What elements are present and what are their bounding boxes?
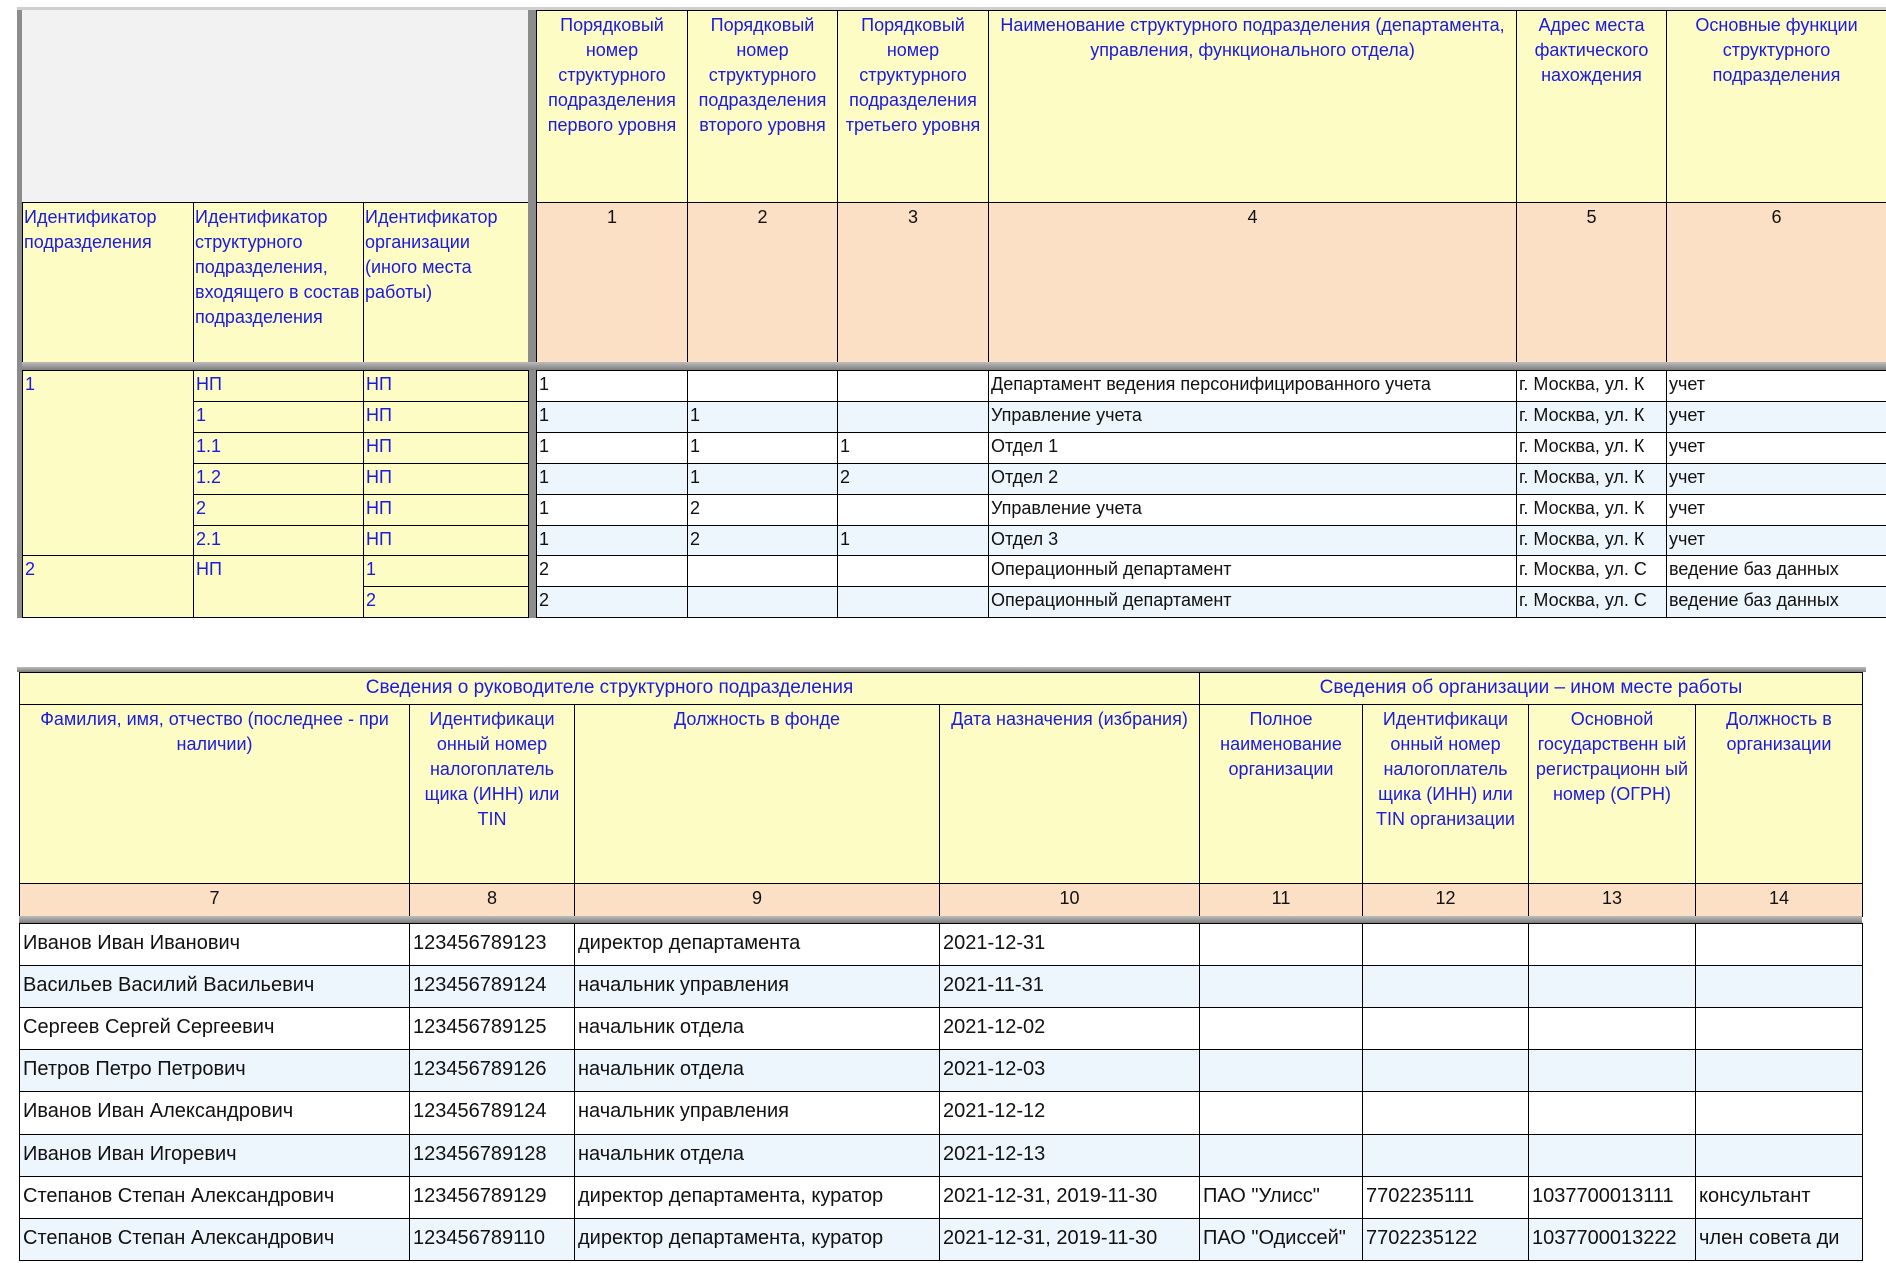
data-cell-col4[interactable]: Отдел 2 [988, 463, 1517, 495]
struct-id-cell[interactable]: 1.2 [193, 463, 364, 495]
data-cell-col7[interactable]: Иванов Иван Иванович [19, 923, 410, 966]
data-cell-col5[interactable]: г. Москва, ул. К [1516, 432, 1667, 464]
column-header-1: Порядковый номер структурного подразделения первого уровня [536, 10, 688, 203]
data-cell-col2[interactable]: 2 [687, 494, 838, 526]
struct-id-cell[interactable]: 1 [193, 401, 364, 433]
data-cell-col4[interactable]: Управление учета [988, 401, 1517, 433]
data-cell-col7[interactable]: Петров Петро Петрович [19, 1049, 410, 1092]
column-number-6: 6 [1666, 202, 1886, 363]
data-cell-col1[interactable]: 2 [536, 586, 688, 618]
column-header-2: Порядковый номер структурного подразделения второго уровня [687, 10, 838, 203]
data-cell-col7[interactable]: Иванов Иван Игоревич [19, 1134, 410, 1177]
data-cell-col13[interactable]: 1037700013111 [1528, 1176, 1696, 1219]
data-cell-col10[interactable]: 2021-12-03 [939, 1049, 1200, 1092]
data-cell-col5[interactable]: г. Москва, ул. С [1516, 586, 1667, 618]
data-cell-col10[interactable]: 2021-11-31 [939, 965, 1200, 1008]
data-cell-col9[interactable]: директор департамента, куратор [574, 1176, 940, 1219]
data-cell-col10[interactable]: 2021-12-02 [939, 1007, 1200, 1050]
data-cell-col3[interactable]: 1 [837, 525, 989, 556]
data-cell-col10[interactable]: 2021-12-13 [939, 1134, 1200, 1177]
data-cell-col8[interactable]: 123456789125 [409, 1007, 575, 1050]
left-header-3: Идентификатор организации (иного места работы) [363, 202, 529, 363]
data-cell-col8[interactable]: 123456789110 [409, 1218, 575, 1261]
data-cell-col8[interactable]: 123456789128 [409, 1134, 575, 1177]
left-header-1: Идентификатор подразделения [22, 202, 194, 363]
data-cell-col9[interactable]: начальник отдела [574, 1049, 940, 1092]
data-cell-col2[interactable] [687, 555, 838, 587]
data-cell-col9[interactable]: директор департамента [574, 923, 940, 966]
data-cell-col12[interactable] [1362, 965, 1529, 1008]
data-cell-col3[interactable]: 1 [837, 432, 989, 464]
data-cell-col9[interactable]: начальник отдела [574, 1007, 940, 1050]
column-number-10: 10 [939, 883, 1200, 917]
column-header-4: Наименование структурного подразделения (департамента, управления, функционального отдела) [988, 10, 1517, 203]
data-cell-col4[interactable]: Отдел 1 [988, 432, 1517, 464]
data-cell-col10[interactable]: 2021-12-12 [939, 1091, 1200, 1135]
frozen-pane-horizontal-divider[interactable] [22, 362, 1886, 370]
data-cell-col6[interactable]: учет [1666, 525, 1886, 556]
data-cell-col7[interactable]: Васильев Василий Васильевич [19, 965, 410, 1008]
data-cell-col12[interactable] [1362, 923, 1529, 966]
org-id-cell[interactable]: НП [363, 463, 529, 495]
data-cell-col8[interactable]: 123456789124 [409, 965, 575, 1008]
struct-id-cell[interactable]: 2.1 [193, 525, 364, 556]
column-number-14: 14 [1695, 883, 1863, 917]
data-cell-col11[interactable] [1199, 1091, 1363, 1135]
data-cell-col9[interactable]: начальник отдела [574, 1134, 940, 1177]
data-cell-col9[interactable]: директор департамента, куратор [574, 1218, 940, 1261]
frozen-pane-vertical-divider[interactable] [528, 10, 536, 618]
data-cell-col1[interactable]: 1 [536, 432, 688, 464]
data-cell-col6[interactable]: ведение баз данных [1666, 555, 1886, 587]
data-cell-col2[interactable]: 1 [687, 432, 838, 464]
left-header-2: Идентификатор структурного подразделения, входящего в состав подразделения [193, 202, 364, 363]
data-cell-col12[interactable]: 7702235122 [1362, 1218, 1529, 1261]
data-cell-col13[interactable] [1528, 1134, 1696, 1177]
data-cell-col14[interactable]: консультант [1695, 1176, 1863, 1219]
data-cell-col12[interactable] [1362, 1007, 1529, 1050]
data-cell-col11[interactable] [1199, 923, 1363, 966]
data-cell-col10[interactable]: 2021-12-31, 2019-11-30 [939, 1218, 1200, 1261]
data-cell-col13[interactable] [1528, 1007, 1696, 1050]
data-cell-col4[interactable]: Отдел 3 [988, 525, 1517, 556]
column-number-2: 2 [687, 202, 838, 363]
column-header-6: Основные функции структурного подразделения [1666, 10, 1886, 203]
data-cell-col12[interactable]: 7702235111 [1362, 1176, 1529, 1219]
org-id-cell[interactable]: 2 [363, 586, 529, 618]
data-cell-col1[interactable]: 1 [536, 494, 688, 526]
column-header-13: Основной государственн ый регистрационн ый номер (ОГРН) [1528, 704, 1696, 884]
data-cell-col5[interactable]: г. Москва, ул. К [1516, 463, 1667, 495]
data-cell-col11[interactable] [1199, 1007, 1363, 1050]
column-header-5: Адрес места фактического нахождения [1516, 10, 1667, 203]
frozen-pane-horizontal-divider-lower[interactable] [19, 916, 1862, 923]
data-cell-col1[interactable]: 1 [536, 370, 688, 402]
column-number-4: 4 [988, 202, 1517, 363]
data-cell-col6[interactable]: учет [1666, 370, 1886, 402]
data-cell-col10[interactable]: 2021-12-31, 2019-11-30 [939, 1176, 1200, 1219]
data-cell-col9[interactable]: начальник управления [574, 965, 940, 1008]
struct-id-cell[interactable]: 2 [193, 494, 364, 526]
struct-id-cell[interactable]: 1.1 [193, 432, 364, 464]
data-cell-col5[interactable]: г. Москва, ул. С [1516, 555, 1667, 587]
data-cell-col3[interactable] [837, 586, 989, 618]
data-cell-col11[interactable]: ПАО "Одиссей" [1199, 1218, 1363, 1261]
org-id-cell[interactable]: НП [363, 401, 529, 433]
group-header-organization: Сведения об организации – ином месте работы [1199, 672, 1863, 705]
data-cell-col1[interactable]: 2 [536, 555, 688, 587]
data-cell-col4[interactable]: Департамент ведения персонифицированного учета [988, 370, 1517, 402]
column-header-12: Идентификаци онный номер налогоплатель щика (ИНН) или TIN организации [1362, 704, 1529, 884]
data-cell-col3[interactable] [837, 370, 989, 402]
data-cell-col14[interactable] [1695, 1007, 1863, 1050]
data-cell-col6[interactable]: учет [1666, 432, 1886, 464]
data-cell-col13[interactable] [1528, 1049, 1696, 1092]
group-header-manager: Сведения о руководителе структурного подразделения [19, 672, 1200, 705]
column-number-9: 9 [574, 883, 940, 917]
data-cell-col13[interactable] [1528, 965, 1696, 1008]
column-number-5: 5 [1516, 202, 1667, 363]
data-cell-col14[interactable] [1695, 1134, 1863, 1177]
data-cell-col14[interactable] [1695, 965, 1863, 1008]
column-header-8: Идентификаци онный номер налогоплатель щика (ИНН) или TIN [409, 704, 575, 884]
data-cell-col13[interactable]: 1037700013222 [1528, 1218, 1696, 1261]
data-cell-col3[interactable] [837, 401, 989, 433]
data-cell-col7[interactable]: Степанов Степан Александрович [19, 1218, 410, 1261]
data-cell-col1[interactable]: 1 [536, 525, 688, 556]
data-cell-col14[interactable] [1695, 1049, 1863, 1092]
data-cell-col5[interactable]: г. Москва, ул. К [1516, 370, 1667, 402]
data-cell-col1[interactable]: 1 [536, 463, 688, 495]
data-cell-col4[interactable]: Операционный департамент [988, 555, 1517, 587]
data-cell-col2[interactable]: 1 [687, 401, 838, 433]
data-cell-col5[interactable]: г. Москва, ул. К [1516, 401, 1667, 433]
unit-id-cell[interactable]: 2 [22, 555, 194, 618]
data-cell-col8[interactable]: 123456789124 [409, 1091, 575, 1135]
data-cell-col14[interactable] [1695, 1091, 1863, 1135]
column-header-11: Полное наименование организации [1199, 704, 1363, 884]
org-id-cell[interactable]: НП [363, 432, 529, 464]
column-number-7: 7 [19, 883, 410, 917]
data-cell-col14[interactable] [1695, 923, 1863, 966]
unit-id-cell[interactable]: 1 [22, 370, 194, 556]
data-cell-col6[interactable]: учет [1666, 494, 1886, 526]
column-header-3: Порядковый номер структурного подразделения третьего уровня [837, 10, 989, 203]
data-cell-col4[interactable]: Управление учета [988, 494, 1517, 526]
data-cell-col12[interactable] [1362, 1091, 1529, 1135]
data-cell-col2[interactable]: 1 [687, 463, 838, 495]
column-number-3: 3 [837, 202, 989, 363]
org-id-cell[interactable]: НП [363, 370, 529, 402]
data-cell-col2[interactable]: 2 [687, 525, 838, 556]
column-header-14: Должность в организации [1695, 704, 1863, 884]
data-cell-col7[interactable]: Степанов Степан Александрович [19, 1176, 410, 1219]
data-cell-col3[interactable] [837, 494, 989, 526]
struct-id-cell[interactable]: НП [193, 555, 364, 618]
data-cell-col2[interactable] [687, 586, 838, 618]
column-number-13: 13 [1528, 883, 1696, 917]
data-cell-col6[interactable]: учет [1666, 401, 1886, 433]
data-cell-col11[interactable]: ПАО "Улисс" [1199, 1176, 1363, 1219]
data-cell-col8[interactable]: 123456789129 [409, 1176, 575, 1219]
org-id-cell[interactable]: НП [363, 494, 529, 526]
data-cell-col10[interactable]: 2021-12-31 [939, 923, 1200, 966]
data-cell-col1[interactable]: 1 [536, 401, 688, 433]
column-header-7: Фамилия, имя, отчество (последнее - при наличии) [19, 704, 410, 884]
data-cell-col11[interactable] [1199, 1134, 1363, 1177]
data-cell-col14[interactable]: член совета ди [1695, 1218, 1863, 1261]
data-cell-col7[interactable]: Иванов Иван Александрович [19, 1091, 410, 1135]
data-cell-col13[interactable] [1528, 923, 1696, 966]
data-cell-col8[interactable]: 123456789123 [409, 923, 575, 966]
data-cell-col3[interactable]: 2 [837, 463, 989, 495]
data-cell-col4[interactable]: Операционный департамент [988, 586, 1517, 618]
column-number-1: 1 [536, 202, 688, 363]
data-cell-col12[interactable] [1362, 1049, 1529, 1092]
data-cell-col6[interactable]: ведение баз данных [1666, 586, 1886, 618]
struct-id-cell[interactable]: НП [193, 370, 364, 402]
column-number-12: 12 [1362, 883, 1529, 917]
data-cell-col12[interactable] [1362, 1134, 1529, 1177]
org-id-cell[interactable]: НП [363, 525, 529, 556]
data-cell-col2[interactable] [687, 370, 838, 402]
header-corner [22, 10, 528, 202]
data-cell-col6[interactable]: учет [1666, 463, 1886, 495]
column-header-9: Должность в фонде [574, 704, 940, 884]
data-cell-col5[interactable]: г. Москва, ул. К [1516, 525, 1667, 556]
org-id-cell[interactable]: 1 [363, 555, 529, 587]
column-number-11: 11 [1199, 883, 1363, 917]
column-number-8: 8 [409, 883, 575, 917]
data-cell-col11[interactable] [1199, 965, 1363, 1008]
data-cell-col5[interactable]: г. Москва, ул. К [1516, 494, 1667, 526]
data-cell-col3[interactable] [837, 555, 989, 587]
column-header-10: Дата назначения (избрания) [939, 704, 1200, 884]
data-cell-col7[interactable]: Сергеев Сергей Сергеевич [19, 1007, 410, 1050]
data-cell-col13[interactable] [1528, 1091, 1696, 1135]
data-cell-col9[interactable]: начальник управления [574, 1091, 940, 1135]
data-cell-col8[interactable]: 123456789126 [409, 1049, 575, 1092]
data-cell-col11[interactable] [1199, 1049, 1363, 1092]
